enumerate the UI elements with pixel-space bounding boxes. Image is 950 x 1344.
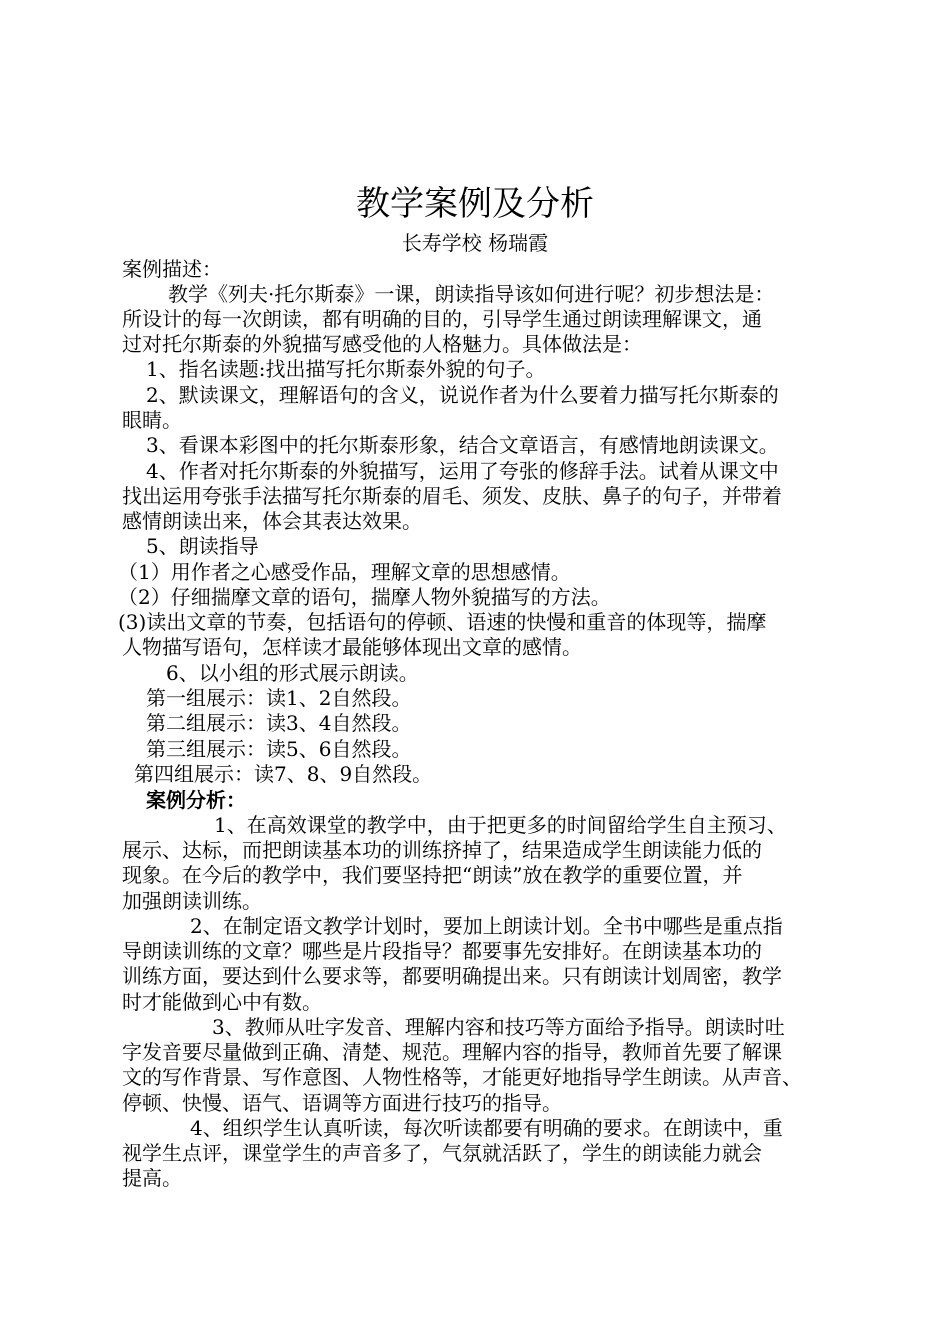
description-line: （1）用作者之心感受作品，理解文章的思想感情。 — [118, 560, 571, 584]
description-line: (3)读出文章的节奏，包括语句的停顿、语速的快慢和重音的体现等，揣摩 — [118, 610, 767, 634]
description-line: 第一组展示：读1、2自然段。 — [146, 686, 412, 710]
analysis-line: 导朗读训练的文章？哪些是片段指导？都要事先安排好。在朗读基本功的 — [122, 939, 762, 963]
analysis-line: 展示、达标，而把朗读基本功的训练挤掉了，结果造成学生朗读能力低的 — [122, 838, 762, 862]
page-title: 教学案例及分析 — [356, 184, 594, 224]
author-line: 长寿学校 杨瑞霞 — [401, 231, 549, 255]
analysis-line: 1、在高效课堂的教学中，由于把更多的时间留给学生自主预习、 — [214, 813, 787, 837]
description-line: 3、看课本彩图中的托尔斯泰形象，结合文章语言，有感情地朗读课文。 — [146, 433, 779, 457]
analysis-line: 现象。在今后的教学中，我们要坚持把“朗读”放在教学的重要位置，并 — [122, 863, 743, 887]
description-line: 找出运用夸张手法描写托尔斯泰的眉毛、须发、皮肤、鼻子的句子，并带着 — [122, 484, 782, 508]
description-line: 4、作者对托尔斯泰的外貌描写，运用了夸张的修辞手法。试着从课文中 — [146, 459, 779, 483]
analysis-heading: 案例分析： — [146, 788, 246, 812]
analysis-line: 4、组织学生认真听读，每次听读都要有明确的要求。在朗读中，重 — [190, 1116, 783, 1140]
description-line: 过对托尔斯泰的外貌描写感受他的人格魅力。具体做法是： — [122, 332, 642, 356]
analysis-line: 训练方面，要达到什么要求等，都要明确提出来。只有朗读计划周密，教学 — [122, 964, 782, 988]
analysis-line: 加强朗读训练。 — [122, 889, 262, 913]
description-line: 眼睛。 — [122, 408, 182, 432]
analysis-line: 3、教师从吐字发音、理解内容和技巧等方面给予指导。朗读时吐 — [212, 1015, 785, 1039]
description-line: 第四组展示：读7、8、9自然段。 — [134, 762, 433, 786]
analysis-line: 提高。 — [122, 1166, 182, 1190]
description-line: 人物描写语句，怎样读才最能够体现出文章的感情。 — [122, 635, 582, 659]
description-line: 1、指名读题:找出描写托尔斯泰外貌的句子。 — [146, 357, 546, 381]
analysis-line: 停顿、快慢、语气、语调等方面进行技巧的指导。 — [122, 1091, 562, 1115]
analysis-line: 字发音要尽量做到正确、清楚、规范。理解内容的指导，教师首先要了解课 — [122, 1040, 782, 1064]
description-line: 2、默读课文，理解语句的含义，说说作者为什么要着力描写托尔斯泰的 — [146, 383, 779, 407]
description-line: 第三组展示：读5、6自然段。 — [146, 737, 412, 761]
description-line: 5、朗读指导 — [146, 534, 259, 558]
description-line: 6、以小组的形式展示朗读。 — [166, 661, 419, 685]
analysis-line: 文的写作背景、写作意图、人物性格等，才能更好地指导学生朗读。从声音、 — [122, 1065, 802, 1089]
description-line: （2）仔细揣摩文章的语句，揣摩人物外貌描写的方法。 — [118, 585, 611, 609]
analysis-line: 视学生点评，课堂学生的声音多了，气氛就活跃了，学生的朗读能力就会 — [122, 1141, 762, 1165]
description-line: 所设计的每一次朗读，都有明确的目的，引导学生通过朗读理解课文，通 — [122, 307, 762, 331]
description-heading: 案例描述： — [122, 257, 222, 281]
description-line: 第二组展示：读3、4自然段。 — [146, 711, 412, 735]
analysis-line: 2、在制定语文教学计划时，要加上朗读计划。全书中哪些是重点指 — [190, 914, 783, 938]
description-line: 教学《列夫·托尔斯泰》一课，朗读指导该如何进行呢？初步想法是： — [168, 282, 775, 306]
analysis-line: 时才能做到心中有数。 — [122, 990, 322, 1014]
description-line: 感情朗读出来，体会其表达效果。 — [122, 509, 422, 533]
